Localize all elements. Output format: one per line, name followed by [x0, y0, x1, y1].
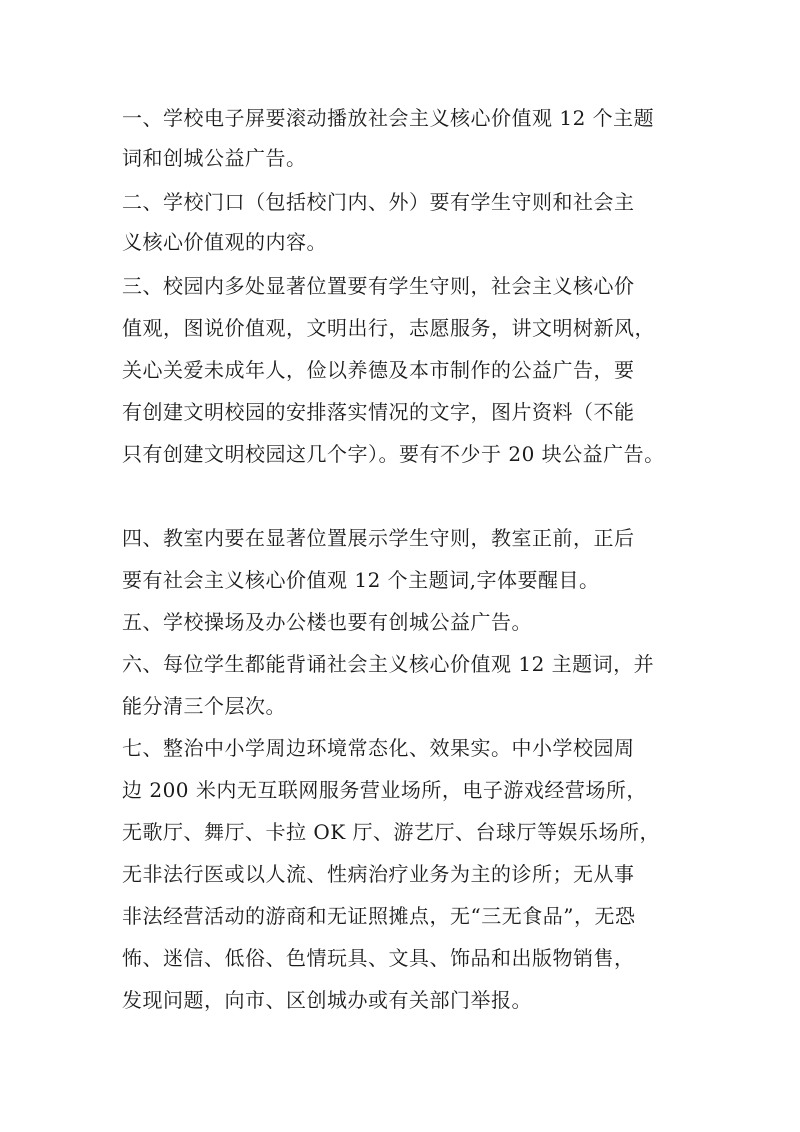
- paragraph-line: 四、教室内要在显著位置展示学生守则，教室正前，正后: [122, 526, 635, 550]
- paragraph-line: 无非法行医或以人流、性病治疗业务为主的诊所；无从事: [122, 862, 635, 886]
- paragraph-line: 二、学校门口（包括校门内、外）要有学生守则和社会主: [122, 190, 635, 214]
- paragraph-line: 非法经营活动的游商和无证照摊点，无“三无食品”，无恐: [122, 904, 636, 928]
- paragraph-line: 五、学校操场及办公楼也要有创城公益广告。: [122, 610, 532, 634]
- paragraph-line: 发现问题，向市、区创城办或有关部门举报。: [122, 988, 532, 1012]
- paragraph-line: 怖、迷信、低俗、色情玩具、文具、饰品和出版物销售，: [122, 946, 635, 970]
- paragraph-line: 要有社会主义核心价值观 12 个主题词,字体要醒目。: [122, 568, 600, 592]
- paragraph-line: 无歌厅、舞厅、卡拉 OK 厅、游艺厅、台球厅等娱乐场所，: [122, 820, 661, 844]
- paragraph-line: 三、校园内多处显著位置要有学生守则，社会主义核心价: [122, 274, 635, 298]
- paragraph-line: 六、每位学生都能背诵社会主义核心价值观 12 主题词，并: [122, 652, 655, 676]
- paragraph-line: 能分清三个层次。: [122, 694, 286, 718]
- paragraph-line: 词和创城公益广告。: [122, 146, 307, 170]
- paragraph-line: 只有创建文明校园这几个字）。要有不少于 20 块公益广告。: [122, 442, 665, 466]
- paragraph-line: 有创建文明校园的安排落实情况的文字，图片资料（不能: [122, 400, 635, 424]
- paragraph-line: 边 200 米内无互联网服务营业场所，电子游戏经营场所，: [122, 778, 647, 802]
- paragraph-line: 一、学校电子屏要滚动播放社会主义核心价值观 12 个主题: [122, 106, 655, 130]
- paragraph-line: 关心关爱未成年人，俭以养德及本市制作的公益广告，要: [122, 358, 635, 382]
- paragraph-line: 七、整治中小学周边环境常态化、效果实。中小学校园周: [122, 736, 635, 760]
- paragraph-line: 义核心价值观的内容。: [122, 230, 327, 254]
- paragraph-line: 值观，图说价值观，文明出行，志愿服务，讲文明树新风，: [122, 316, 655, 340]
